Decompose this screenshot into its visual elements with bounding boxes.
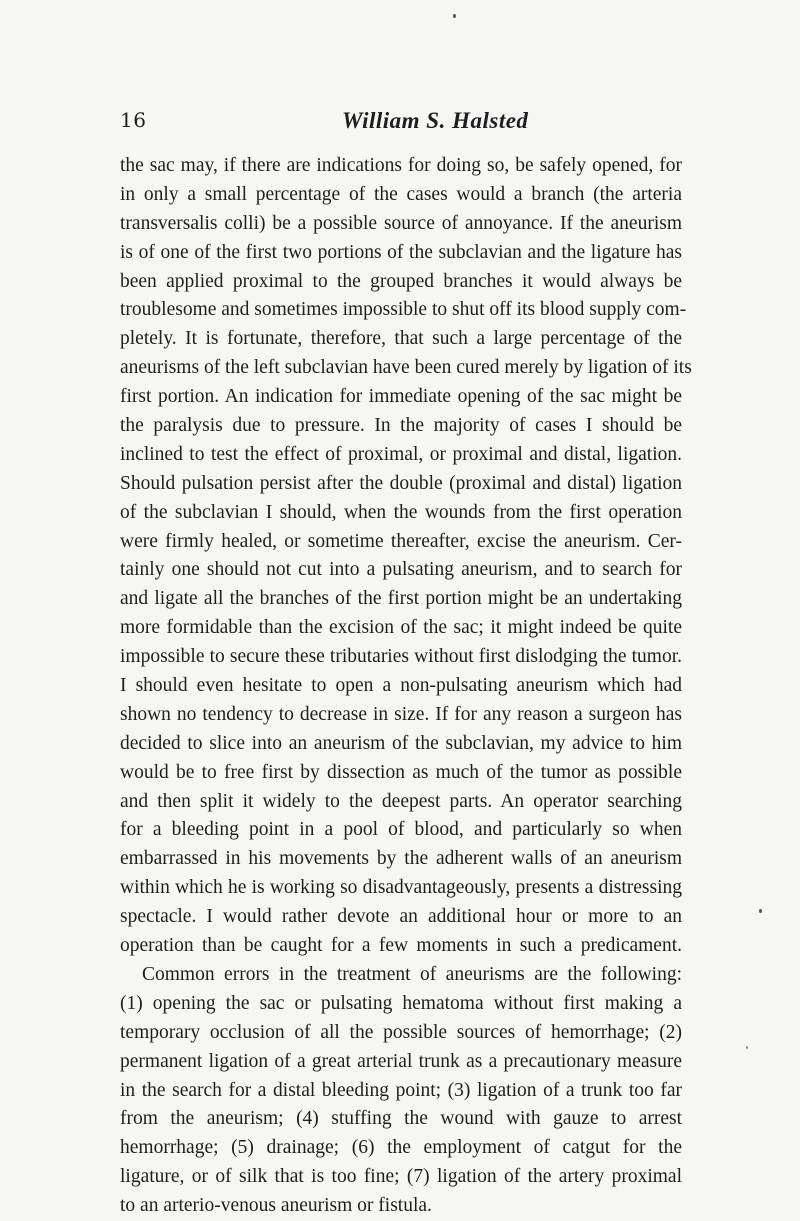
text-line: of the subclavian I should, when the wounds from the first operation bbox=[120, 501, 682, 523]
text-line: is of one of the first two portions of the subclavian and the ligature has bbox=[120, 241, 682, 263]
paper-speck bbox=[746, 1046, 748, 1049]
text-line: permanent ligation of a great arterial trunk as a precautionary measure bbox=[120, 1050, 682, 1072]
text-line: were firmly healed, or sometime thereafter, excise the aneurism. Cer- bbox=[120, 530, 682, 552]
body-text bbox=[120, 152, 692, 1221]
text-line: troublesome and sometimes impossible to shut off its blood supply com- bbox=[120, 299, 687, 321]
text-line: spectacle. I would rather devote an additional hour or more to an bbox=[120, 906, 682, 928]
text-line: impossible to secure these tributaries without first dislodging the tumor. bbox=[120, 646, 682, 668]
text-line: been applied proximal to the grouped branches it would always be bbox=[120, 270, 682, 292]
paper-speck bbox=[759, 909, 762, 913]
text-line: transversalis colli) be a possible source of annoyance. If the aneurism bbox=[120, 212, 682, 234]
text-line: the sac may, if there are indications for doing so, be safely opened, for bbox=[120, 155, 682, 176]
text-line: ligature, or of silk that is too fine; (7) ligation of the artery proximal bbox=[120, 1166, 682, 1188]
text-line: first portion. An indication for immediate opening of the sac might be bbox=[120, 386, 682, 408]
text-line: and then split it widely to the deepest parts. An operator searching bbox=[120, 790, 682, 812]
text-line: tainly one should not cut into a pulsating aneurism, and to search for bbox=[120, 559, 682, 581]
text-line: hemorrhage; (5) drainage; (6) the employment of catgut for the bbox=[120, 1137, 682, 1159]
page-number: 16 bbox=[120, 108, 147, 132]
text-line: for a bleeding point in a pool of blood, and particularly so when bbox=[120, 819, 682, 841]
text-line: to an arterio-venous aneurism or fistula. bbox=[120, 1195, 432, 1217]
text-line: (1) opening the sac or pulsating hematoma without first making a bbox=[120, 992, 682, 1014]
text-line: would be to free first by dissection as much of the tumor as possible bbox=[120, 761, 682, 783]
text-line: the paralysis due to pressure. In the majority of cases I should be bbox=[120, 415, 682, 437]
text-line: Common errors in the treatment of aneurisms are the following: bbox=[142, 963, 682, 985]
text-line: and ligate all the branches of the first portion might be an undertaking bbox=[120, 588, 682, 610]
text-line: decided to slice into an aneurism of the subclavian, my advice to him bbox=[120, 732, 682, 754]
running-head bbox=[120, 108, 682, 138]
running-title: William S. Halsted bbox=[342, 108, 529, 133]
text-line: operation than be caught for a few moments in such a predicament. bbox=[120, 935, 682, 957]
paper-speck bbox=[453, 14, 456, 18]
text-line: from the aneurism; (4) stuffing the wound with gauze to arrest bbox=[120, 1108, 682, 1130]
text-line: Should pulsation persist after the double (proximal and distal) ligation bbox=[120, 472, 682, 494]
text-line: in only a small percentage of the cases would a branch (the arteria bbox=[120, 183, 682, 205]
text-line: pletely. It is fortunate, therefore, that such a large percentage of the bbox=[120, 328, 682, 350]
text-line: temporary occlusion of all the possible sources of hemorrhage; (2) bbox=[120, 1021, 682, 1043]
text-line: embarrassed in his movements by the adherent walls of an aneurism bbox=[120, 848, 682, 870]
text-line: inclined to test the effect of proximal, or proximal and distal, ligation. bbox=[120, 443, 682, 465]
text-line: aneurisms of the left subclavian have been cured merely by ligation of its bbox=[120, 357, 692, 379]
text-line: shown no tendency to decrease in size. If for any reason a surgeon has bbox=[120, 703, 682, 725]
text-line: I should even hesitate to open a non-pulsating aneurism which had bbox=[120, 675, 682, 697]
text-line: within which he is working so disadvantageously, presents a distressing bbox=[120, 877, 682, 899]
text-line: more formidable than the excision of the sac; it might indeed be quite bbox=[120, 617, 682, 639]
text-line: in the search for a distal bleeding point; (3) ligation of a trunk too far bbox=[120, 1079, 682, 1101]
